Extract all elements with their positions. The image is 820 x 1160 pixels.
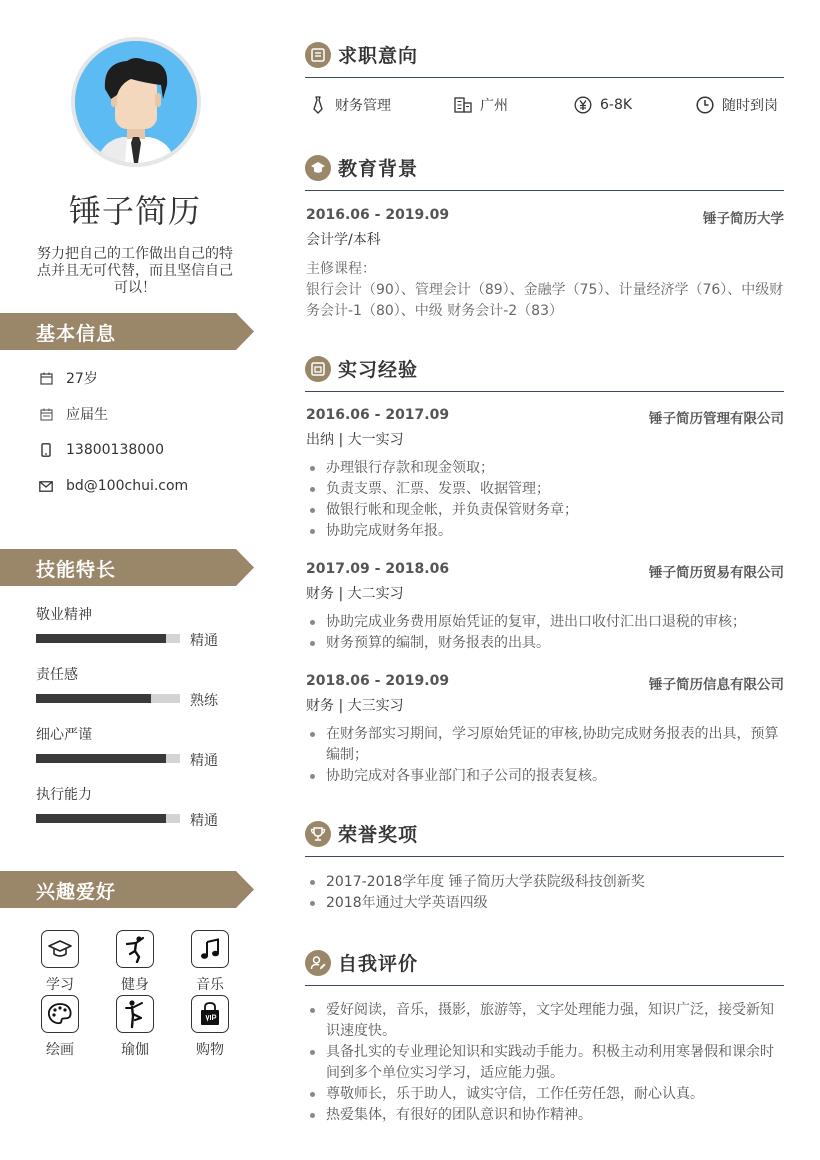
list-item: 具备扎实的专业理论知识和实践动手能力。积极主动利用寒暑假和课余时间到多个单位实习学习，适应能力强。	[308, 1042, 784, 1084]
info-phone	[38, 440, 164, 460]
job-date: 2016.06 - 2017.09	[306, 407, 450, 423]
basic-info-title: 基本信息	[36, 323, 117, 345]
trophy-icon	[305, 821, 331, 847]
job-row	[306, 673, 784, 693]
calendar-icon	[38, 406, 54, 422]
motto: 努力把自己的工作做出自己的特点并且无可代替，而且坚信自己可以！	[37, 246, 233, 296]
skill-bar	[36, 814, 180, 823]
list-item: 财务预算的编制，财务报表的出具。	[308, 633, 784, 654]
intent-city	[454, 94, 508, 116]
hobby-label: 健身	[121, 977, 149, 993]
info-age-value: 27岁	[66, 371, 98, 387]
skill-bar-fill	[36, 694, 151, 703]
list-item: 2018年通过大学英语四级	[308, 893, 784, 914]
skills-title: 技能特长	[36, 559, 117, 581]
phone-icon	[38, 442, 54, 458]
palette-icon	[41, 995, 79, 1033]
skill-name: 敬业精神	[36, 607, 92, 623]
list-item: 2017-2018学年度 锤子简历大学获院级科技创新奖	[308, 872, 784, 893]
section-header-education	[305, 155, 784, 191]
candidate-name: 锤子简历	[68, 192, 201, 230]
clock-icon	[696, 96, 714, 114]
shopping-bag-icon	[191, 995, 229, 1033]
section-title: 求职意向	[338, 45, 419, 67]
list-item: 负责支票、汇票、发票、收据管理；	[308, 479, 784, 500]
info-email-value: bd@100chui.com	[66, 478, 189, 494]
skill-name: 责任感	[36, 667, 78, 683]
skill-item	[36, 604, 236, 649]
skill-item	[36, 724, 236, 769]
skill-level: 精通	[190, 633, 218, 649]
job-role: 出纳 | 大一实习	[306, 432, 404, 448]
calendar-icon	[38, 370, 54, 386]
job-row	[306, 561, 784, 581]
education-date: 2016.06 - 2019.09	[306, 207, 450, 223]
avatar	[71, 37, 201, 167]
info-phone-value: 13800138000	[66, 442, 164, 458]
tie-icon	[309, 96, 327, 114]
hobby-label: 音乐	[196, 977, 224, 993]
education-major: 会计学/本科	[306, 232, 381, 248]
sidebar	[0, 0, 270, 1160]
music-note-icon	[191, 930, 229, 968]
list-item: 爱好阅读，音乐，摄影，旅游等，文字处理能力强，知识广泛，接受新知识速度快。	[308, 1000, 784, 1042]
list-item: 协助完成财务年报。	[308, 521, 784, 542]
graduation-cap-icon	[41, 930, 79, 968]
skill-name: 执行能力	[36, 787, 92, 803]
hobby-item	[105, 930, 165, 994]
intent-job	[309, 94, 391, 116]
self-eval-list	[308, 1000, 784, 1126]
basic-info-header	[0, 313, 254, 350]
intent-salary-value: 6-8K	[600, 97, 633, 113]
skills-header	[0, 549, 254, 586]
skill-bar-fill	[36, 814, 166, 823]
hobby-label: 瑜伽	[121, 1042, 149, 1058]
info-status-value: 应届生	[66, 407, 108, 423]
list-item: 办理银行存款和现金领取；	[308, 458, 784, 479]
skill-item	[36, 664, 236, 709]
list-item: 协助完成业务费用原始凭证的复审，进出口收付汇出口退税的审核；	[308, 612, 784, 633]
section-header-self-eval	[305, 950, 784, 986]
job-date: 2018.06 - 2019.09	[306, 673, 450, 689]
section-header-intent	[305, 42, 784, 78]
education-row	[306, 207, 784, 227]
job-duties	[308, 612, 784, 654]
section-title: 教育背景	[338, 158, 419, 180]
job-company: 锤子简历信息有限公司	[649, 677, 784, 693]
list-item: 热爱集体，有很好的团队意识和协作精神。	[308, 1105, 784, 1126]
intent-availability-value: 随时到岗	[722, 98, 778, 114]
graduation-cap-icon	[305, 155, 331, 181]
info-status	[38, 404, 108, 424]
section-header-internship	[305, 356, 784, 392]
job-duties	[308, 724, 784, 787]
yen-icon	[574, 96, 592, 114]
intent-availability	[696, 94, 778, 116]
education-courses-label: 主修课程：	[306, 261, 376, 277]
list-item: 协助完成对各事业部门和子公司的报表复核。	[308, 766, 784, 787]
hobbies-title: 兴趣爱好	[36, 881, 117, 903]
intent-job-value: 财务管理	[335, 98, 391, 114]
section-title: 自我评价	[338, 953, 419, 975]
list-item: 在财务部实习期间，学习原始凭证的审核,协助完成财务报表的出具，预算编制；	[308, 724, 784, 766]
job-company: 锤子简历管理有限公司	[649, 411, 784, 427]
education-courses: 银行会计（90）、管理会计（89）、金融学（75）、计量经济学（76）、中级财务会计-1（80）、中级 财务会计-2（83）	[306, 282, 784, 319]
skill-level: 精通	[190, 753, 218, 769]
job-row	[306, 407, 784, 427]
fitness-icon	[116, 930, 154, 968]
hobby-label: 绘画	[46, 1042, 74, 1058]
list-item: 做银行帐和现金帐，并负责保管财务章；	[308, 500, 784, 521]
skill-level: 精通	[190, 813, 218, 829]
user-edit-icon	[305, 950, 331, 976]
mail-icon	[38, 478, 54, 494]
skill-bar-fill	[36, 754, 166, 763]
skill-bar	[36, 694, 180, 703]
honors-list	[308, 872, 784, 914]
hobby-label: 购物	[196, 1042, 224, 1058]
hobby-item	[180, 995, 240, 1059]
list-item: 尊敬师长，乐于助人，诚实守信，工作任劳任怨，耐心认真。	[308, 1084, 784, 1105]
section-title: 实习经验	[338, 359, 419, 381]
skill-bar	[36, 754, 180, 763]
briefcase-icon	[305, 356, 331, 382]
id-card-icon	[305, 42, 331, 68]
hobby-item	[105, 995, 165, 1059]
avatar-illustration	[75, 41, 197, 163]
skill-item	[36, 784, 236, 829]
info-email	[38, 476, 188, 496]
info-age	[38, 368, 98, 388]
hobby-label: 学习	[46, 977, 74, 993]
hobby-item	[30, 930, 90, 994]
job-role: 财务 | 大二实习	[306, 586, 404, 602]
hobby-item	[180, 930, 240, 994]
intent-city-value: 广州	[480, 98, 508, 114]
section-title: 荣誉奖项	[338, 824, 419, 846]
education-school: 锤子简历大学	[703, 211, 784, 227]
job-date: 2017.09 - 2018.06	[306, 561, 450, 577]
skill-name: 细心严谨	[36, 727, 92, 743]
intent-salary	[574, 94, 632, 116]
yoga-icon	[116, 995, 154, 1033]
job-company: 锤子简历贸易有限公司	[649, 565, 784, 581]
building-icon	[454, 96, 472, 114]
skill-bar-fill	[36, 634, 166, 643]
skill-bar	[36, 634, 180, 643]
hobbies-header	[0, 871, 254, 908]
skill-level: 熟练	[190, 693, 218, 709]
job-role: 财务 | 大三实习	[306, 698, 404, 714]
section-header-honors	[305, 821, 784, 857]
job-duties	[308, 458, 784, 542]
hobby-item	[30, 995, 90, 1059]
